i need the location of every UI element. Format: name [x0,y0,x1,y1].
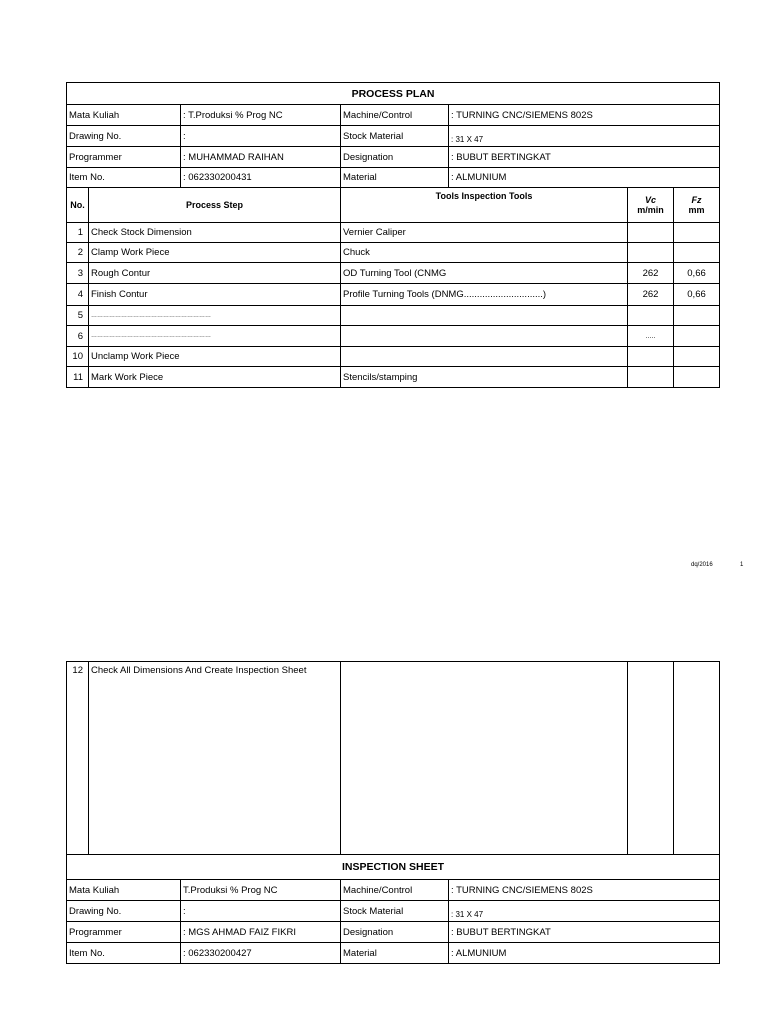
row-no: 4 [67,284,89,306]
label-material: Material [341,168,449,188]
row-step: Mark Work Piece [89,367,341,388]
row-vc: 262 [628,263,674,284]
header-vc: Vc m/min [628,188,674,223]
footer-page-number: 1 [740,562,744,568]
value-programmer: : MGS AHMAD FAIZ FIKRI [181,922,341,943]
label-designation: Designation [341,922,449,943]
row-vc [628,662,674,855]
row-vc [628,367,674,388]
value-stock-material: : 31 X 47 [449,126,720,147]
inspection-table [66,661,720,964]
row-fz: 0,66 [674,284,720,306]
value-drawing-no: : [181,901,341,922]
label-programmer: Programmer [67,922,181,943]
row-step: Check All Dimensions And Create Inspection Sheet [89,662,341,855]
table-row [67,223,720,243]
row-vc [628,243,674,263]
value-programmer: : MUHAMMAD RAIHAN [181,147,341,168]
inspection-sheet-title: INSPECTION SHEET [67,855,720,880]
label-drawing-no: Drawing No. [67,901,181,922]
label-designation: Designation [341,147,449,168]
row-no: 6 [67,326,89,347]
row-tool [341,306,628,326]
row-tool [341,326,628,347]
value-machine-control: : TURNING CNC/SIEMENS 802S [449,105,720,126]
value-machine-control: : TURNING CNC/SIEMENS 802S [449,880,720,901]
label-mata-kuliah: Mata Kuliah [67,105,181,126]
row-vc: 262 [628,284,674,306]
label-machine-control: Machine/Control [341,880,449,901]
row-vc [628,347,674,367]
value-material: : ALMUNIUM [449,168,720,188]
value-designation: : BUBUT BERTINGKAT [449,147,720,168]
process-plan-table [66,82,720,388]
label-item-no: Item No. [67,943,181,964]
header-process-step: Process Step [89,188,341,223]
row-tool [341,347,628,367]
row-fz [674,326,720,347]
table-row [67,367,720,388]
row-fz [674,223,720,243]
table-row [67,662,720,855]
table-row [67,243,720,263]
header-fz: Fz mm [674,188,720,223]
label-item-no: Item No. [67,168,181,188]
row-fz [674,662,720,855]
table-row [67,326,720,347]
row-no: 2 [67,243,89,263]
value-designation: : BUBUT BERTINGKAT [449,922,720,943]
row-no: 10 [67,347,89,367]
row-tool: OD Turning Tool (CNMG [341,263,628,284]
table-row [67,347,720,367]
row-tool [341,662,628,855]
footer-code: dq/2016 [691,562,713,568]
row-fz [674,306,720,326]
label-material: Material [341,943,449,964]
row-no: 12 [67,662,89,855]
row-no: 3 [67,263,89,284]
value-mata-kuliah: : T.Produksi % Prog NC [181,105,341,126]
row-fz: 0,66 [674,263,720,284]
value-item-no: : 062330200431 [181,168,341,188]
row-step: Finish Contur [89,284,341,306]
label-programmer: Programmer [67,147,181,168]
row-fz [674,367,720,388]
table-row [67,306,720,326]
header-tools: Tools Inspection Tools [341,188,628,223]
row-fz [674,347,720,367]
row-vc [628,223,674,243]
row-tool: Chuck [341,243,628,263]
label-drawing-no: Drawing No. [67,126,181,147]
row-fz [674,243,720,263]
row-no: 5 [67,306,89,326]
row-tool: Profile Turning Tools (DNMG..............................) [341,284,628,306]
value-drawing-no: : [181,126,341,147]
row-step: …………………………………………………… [89,326,341,347]
header-no: No. [67,188,89,223]
row-step: Clamp Work Piece [89,243,341,263]
table-row [67,263,720,284]
table-row [67,284,720,306]
value-item-no: : 062330200427 [181,943,341,964]
process-plan-title: PROCESS PLAN [67,83,720,105]
value-stock-material: : 31 X 47 [449,901,720,922]
row-vc [628,306,674,326]
value-material: : ALMUNIUM [449,943,720,964]
row-step: Check Stock Dimension [89,223,341,243]
row-no: 11 [67,367,89,388]
label-mata-kuliah: Mata Kuliah [67,880,181,901]
row-no: 1 [67,223,89,243]
row-step: …………………………………………………… [89,306,341,326]
label-stock-material: Stock Material [341,126,449,147]
label-machine-control: Machine/Control [341,105,449,126]
row-tool: Vernier Caliper [341,223,628,243]
value-mata-kuliah: T.Produksi % Prog NC [181,880,341,901]
row-step: Rough Contur [89,263,341,284]
row-vc: ..... [628,326,674,347]
row-step: Unclamp Work Piece [89,347,341,367]
label-stock-material: Stock Material [341,901,449,922]
row-tool: Stencils/stamping [341,367,628,388]
